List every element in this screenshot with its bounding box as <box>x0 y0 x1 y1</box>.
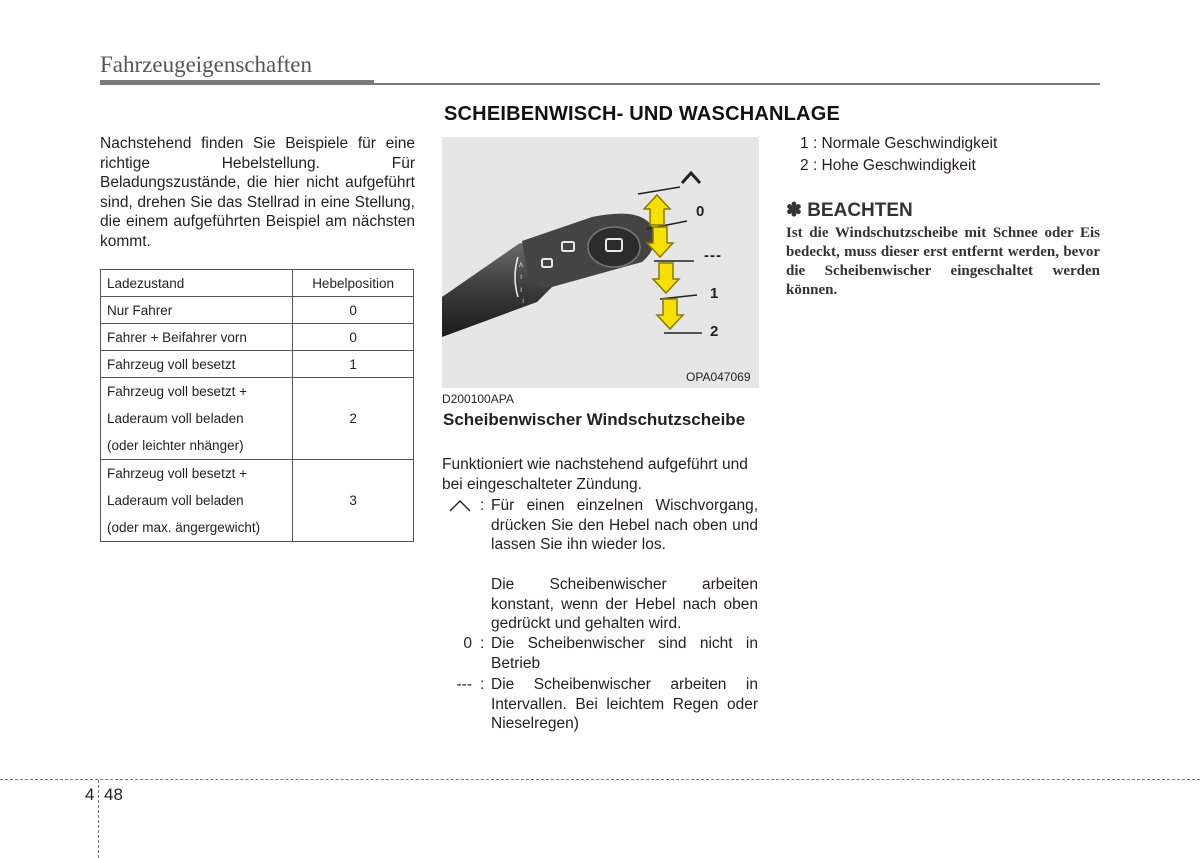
figure-code: OPA047069 <box>686 370 751 384</box>
definition-colon: : <box>480 497 485 514</box>
note-text: Ist die Windschutzscheibe mit Schnee oder Eis bedeckt, muss dieser erst entfernt werden, bevor die Scheibenwischer eingeschaltet werden können. <box>786 225 1100 298</box>
table-cell-state: Fahrzeug voll besetzt <box>101 351 293 378</box>
definition-key: --- <box>456 676 472 693</box>
caret-up-icon <box>449 500 471 512</box>
table-cell-position: 0 <box>293 324 414 351</box>
subsection-intro: Funktioniert wie nachstehend aufgeführt und bei eingeschalteter Zündung. <box>442 456 748 493</box>
lever-tip <box>588 227 640 267</box>
definition-colon: : <box>480 635 485 652</box>
note-title: ✽ BEACHTEN <box>786 200 913 221</box>
chapter-title: Fahrzeugeigenschaften <box>100 52 313 77</box>
table-cell-line: Laderaum voll beladen <box>107 411 244 426</box>
table-row <box>101 378 414 460</box>
definition-text: Die Scheibenwischer sind nicht in Betrieb <box>491 635 758 672</box>
svg-text:ı: ı <box>520 272 523 281</box>
table-cell-line: Laderaum voll beladen <box>107 493 244 508</box>
page-number: 48 <box>104 785 123 804</box>
definition-text: Die Scheibenwischer arbeiten konstant, wenn der Hebel nach oben gedrückt und gehalten wird. <box>491 576 758 632</box>
table-header-row <box>101 270 414 297</box>
speed-item <box>800 135 997 153</box>
definition-text: Die Scheibenwischer arbeiten in Intervallen. Bei leichtem Regen oder Nieselregen) <box>491 676 758 732</box>
figure-label-0: 0 <box>696 203 705 220</box>
definition-text: Für einen einzelnen Wischvorgang, drücken Sie den Hebel nach oben und lassen Sie ihn wieder los. <box>491 497 758 553</box>
svg-text:ı: ı <box>522 296 525 305</box>
table-cell-line: (oder max. ängergewicht) <box>107 520 261 535</box>
table-cell-line: Fahrzeug voll besetzt + <box>107 466 247 481</box>
direction-arrows <box>644 195 683 329</box>
table-cell-state <box>101 460 293 542</box>
speed-key: 1 <box>800 135 809 152</box>
definition-single-wipe <box>442 496 759 576</box>
table-row <box>101 324 414 351</box>
table-cell-state: Nur Fahrer <box>101 297 293 324</box>
definition-key: 0 <box>463 635 472 652</box>
caret-up-icon <box>682 173 700 183</box>
table-cell-state: Fahrer + Beifahrer vorn <box>101 324 293 351</box>
header-rule-thin <box>374 83 1100 85</box>
wiper-lever-illustration <box>442 137 759 388</box>
subsection-title: Scheibenwischer Windschutzscheibe <box>443 410 746 429</box>
table-row <box>101 351 414 378</box>
definition-colon: : <box>480 676 485 693</box>
table-row <box>101 460 414 542</box>
arrow-down-icon <box>653 263 679 293</box>
table-cell-position: 1 <box>293 351 414 378</box>
doc-code: D200100APA <box>442 392 514 406</box>
table-header-state: Ladezustand <box>101 270 293 297</box>
footer-vertical-divider <box>98 780 99 858</box>
table-cell-position: 0 <box>293 297 414 324</box>
table-cell-line: Fahrzeug voll besetzt + <box>107 384 247 399</box>
table-row <box>101 297 414 324</box>
table-cell-line: (oder leichter nhänger) <box>107 438 244 453</box>
header-rule-thick <box>100 80 374 85</box>
table-cell-state <box>101 378 293 460</box>
speed-key: 2 <box>800 157 809 174</box>
table-header-position: Hebelposition <box>293 270 414 297</box>
page-section-number: 4 <box>85 785 95 804</box>
svg-text:ı: ı <box>520 285 523 294</box>
speed-text: : Hohe Geschwindigkeit <box>812 157 976 174</box>
speed-item <box>800 157 976 175</box>
section-title: SCHEIBENWISCH- UND WASCHANLAGE <box>444 103 840 125</box>
svg-text:∧: ∧ <box>518 260 524 269</box>
table-cell-position: 3 <box>293 460 414 542</box>
table-cell-position: 2 <box>293 378 414 460</box>
arrow-up-icon <box>644 195 670 225</box>
intro-paragraph: Nachstehend finden Sie Beispiele für eine richtige Hebelstellung. Für Beladungszustände, die hier nicht aufgeführt sind, drehen Sie das Stellrad in eine Stellung, die einem aufgeführten Beispiel am nächsten kommt. <box>100 135 415 250</box>
load-table <box>100 269 414 542</box>
arrow-down-icon <box>657 299 683 329</box>
speed-text: : Normale Geschwindigkeit <box>812 135 998 152</box>
figure-label-interval: --- <box>704 247 722 264</box>
figure-label-2: 2 <box>710 323 719 340</box>
figure-label-1: 1 <box>710 285 719 302</box>
footer-divider <box>0 779 1200 780</box>
